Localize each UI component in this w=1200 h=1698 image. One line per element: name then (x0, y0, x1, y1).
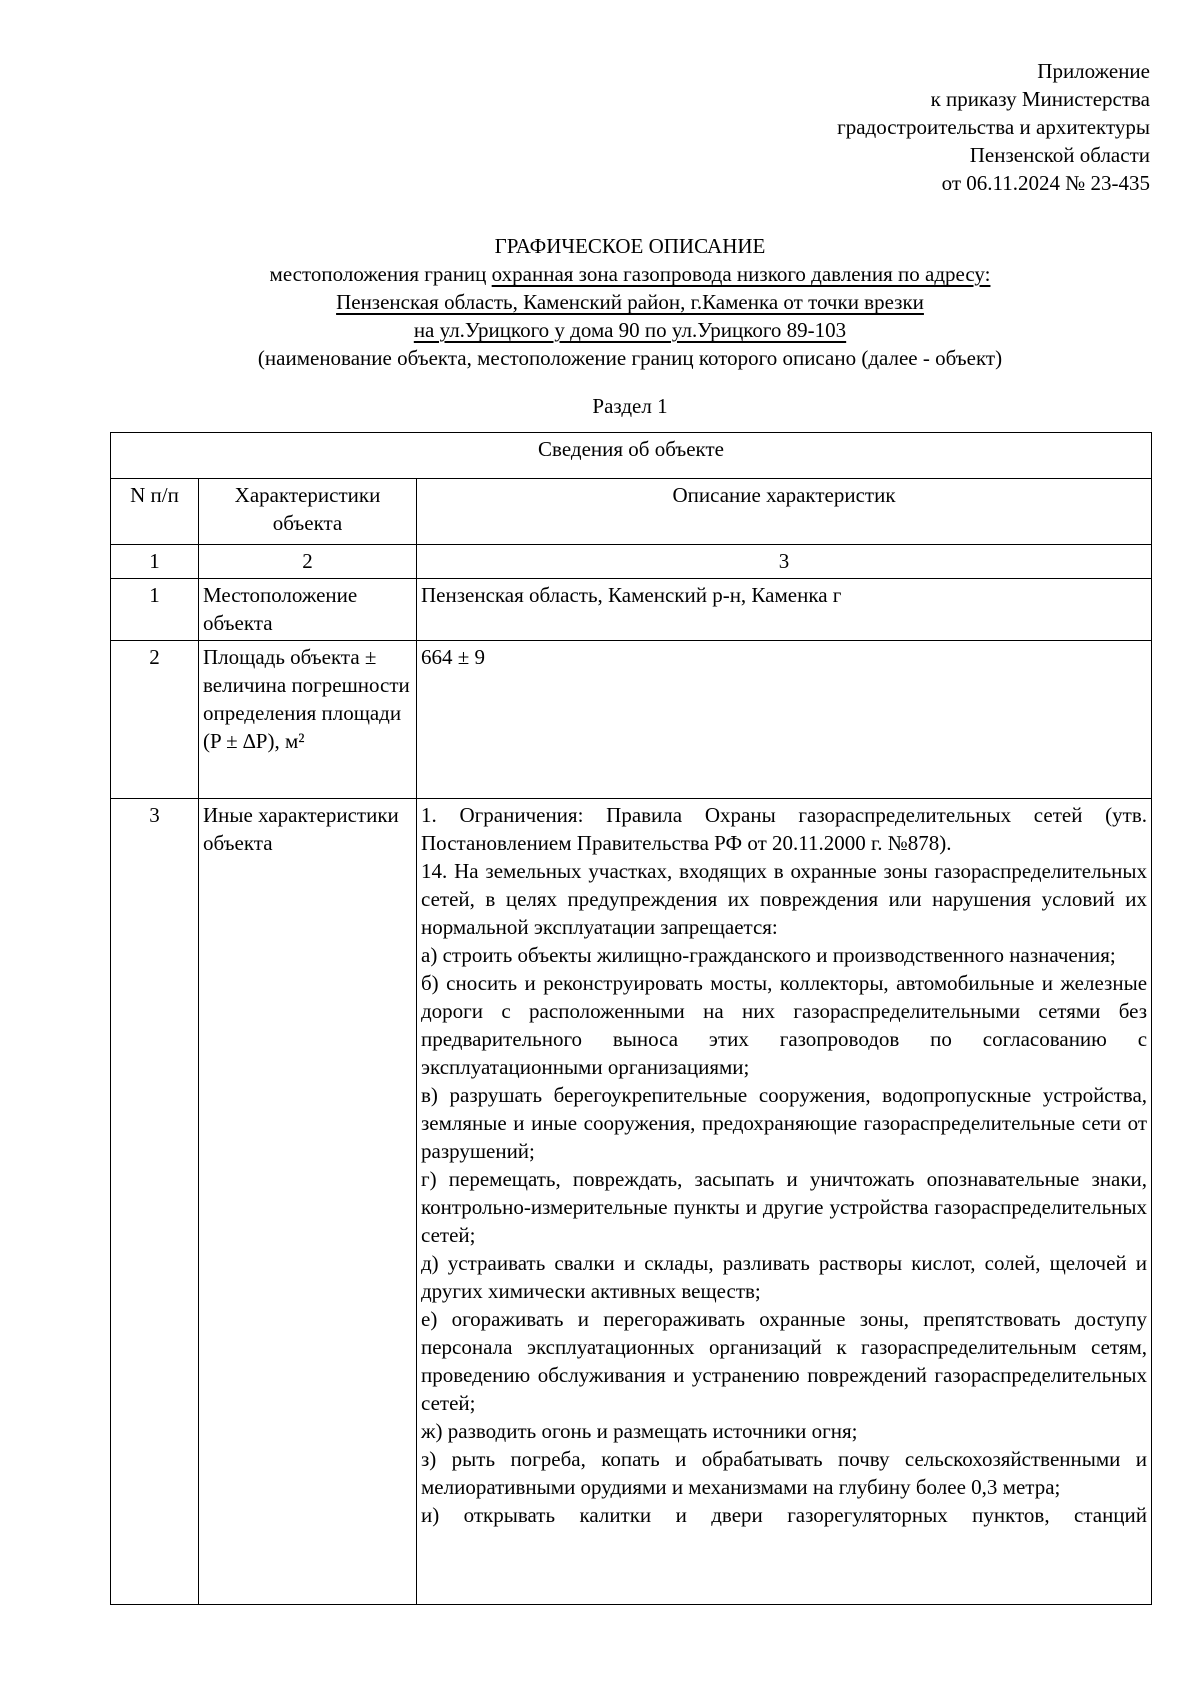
object-address-cont: на ул.Урицкого у дома 90 по ул.Урицкого 89-103 (413, 318, 847, 342)
appendix-line: Приложение (1037, 59, 1150, 83)
restriction-paragraph: г) перемещать, повреждать, засыпать и уничтожать опознавательные знаки, контрольно-измерительные пункты и другие устройства газораспределительных сетей; (421, 1167, 1148, 1247)
title-block (110, 232, 1150, 372)
row-description: 664 ± 9 (417, 641, 1152, 799)
appendix-line: Пензенской области (969, 143, 1150, 167)
appendix-line: к приказу Министерства (930, 87, 1150, 111)
table-row (111, 579, 1152, 641)
object-name: охранная зона газопровода низкого давления по адресу: (491, 262, 991, 286)
column-header: Характеристики объекта (199, 479, 417, 545)
appendix-line: градостроительства и архитектуры (837, 115, 1150, 139)
row-description: Пензенская область, Каменский р-н, Каменка г (417, 579, 1152, 641)
column-number-row (111, 545, 1152, 579)
row-characteristic: Местоположение объекта (199, 579, 417, 641)
restriction-paragraph: ж) разводить огонь и размещать источники огня; (421, 1419, 858, 1443)
restriction-paragraph: з) рыть погреба, копать и обрабатывать почву сельскохозяйственными и мелиоративными орудиями и механизмами на глубину более 0,3 метра; (421, 1447, 1148, 1499)
column-number: 1 (111, 545, 199, 579)
column-number: 3 (417, 545, 1152, 579)
table-row (111, 799, 1152, 1605)
restriction-paragraph: и) открывать калитки и двери газорегуляторных пунктов, станций (421, 1503, 1148, 1527)
restriction-paragraph: 14. На земельных участках, входящих в охранные зоны газораспределительных сетей, в целях предупреждения их повреждения или нарушения условий их нормальной эксплуатации запрещается: (421, 859, 1148, 939)
table-row (111, 641, 1152, 799)
document-heading: ГРАФИЧЕСКОЕ ОПИСАНИЕ (494, 234, 766, 258)
restriction-paragraph: д) устраивать свалки и склады, разливать растворы кислот, солей, щелочей и других химически активных веществ; (421, 1251, 1148, 1303)
row-number: 2 (111, 641, 199, 799)
title-prefix: местоположения границ (269, 262, 492, 286)
title-caption: (наименование объекта, местоположение границ которого описано (далее - объект) (257, 346, 1003, 370)
row-characteristic: Площадь объекта ± величина погрешности определения площади (P ± ∆P), м² (199, 641, 417, 799)
row-number: 1 (111, 579, 199, 641)
restriction-paragraph: 1. Ограничения: Правила Охраны газораспределительных сетей (утв. Постановлением Правительства РФ от 20.11.2000 г. №878). (421, 803, 1148, 855)
table-title-row (111, 433, 1152, 479)
table-title: Сведения об объекте (111, 433, 1152, 479)
appendix-order-date: от 06.11.2024 № 23-435 (941, 171, 1150, 195)
object-info-table (110, 432, 1152, 1605)
restriction-paragraph: а) строить объекты жилищно-гражданского и производственного назначения; (421, 943, 1116, 967)
object-address: Пензенская область, Каменский район, г.Каменка от точки врезки (336, 290, 924, 314)
restriction-paragraph: е) огораживать и перегораживать охранные зоны, препятствовать доступу персонала эксплуатационных организаций к газораспределительным сетям, проведению обслуживания и устранению повреждений газораспределительных сетей; (421, 1307, 1148, 1415)
restriction-paragraph: б) сносить и реконструировать мосты, коллекторы, автомобильные и железные дороги с расположенными на них газораспределительными сетями без предварительного выноса этих газопроводов по согласованию с эксплуатационными организациями; (421, 971, 1148, 1079)
column-header: Описание характеристик (417, 479, 1152, 545)
column-header-row (111, 479, 1152, 545)
appendix-block (837, 57, 1150, 197)
row-characteristic: Иные характеристики объекта (199, 799, 417, 1605)
section-label: Раздел 1 (592, 394, 668, 418)
row-description (417, 799, 1152, 1605)
row-number: 3 (111, 799, 199, 1605)
restriction-paragraph: в) разрушать берегоукрепительные сооружения, водопропускные устройства, земляные и иные сооружения, предохраняющие газораспределительные сети от разрушений; (421, 1083, 1148, 1163)
column-header: N п/п (111, 479, 199, 545)
title-line (110, 260, 1150, 288)
column-number: 2 (199, 545, 417, 579)
